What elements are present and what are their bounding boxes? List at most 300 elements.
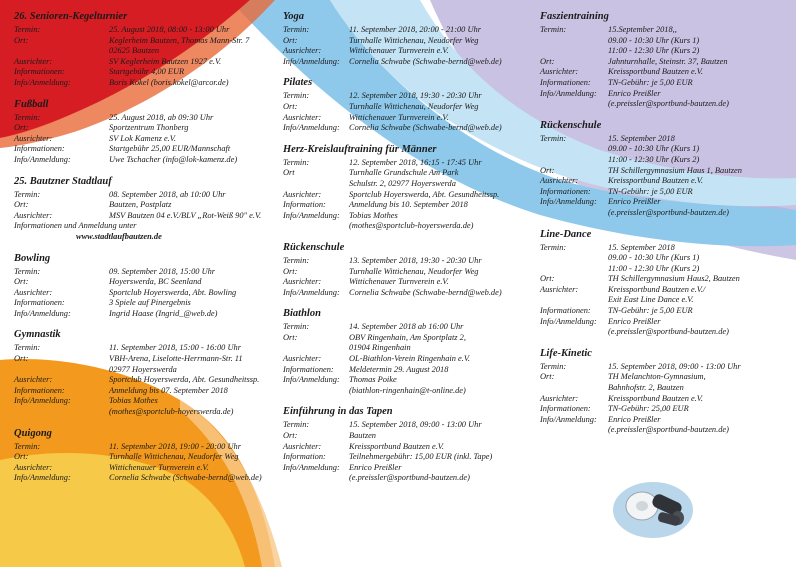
value-line: 11. September 2018, 19:00 - 20:00 Uhr — [109, 441, 241, 451]
value-line: Startgebühr 4,00 EUR — [109, 67, 185, 77]
row-value — [109, 309, 276, 320]
row-value — [349, 25, 533, 36]
event-row — [540, 25, 790, 57]
event-row — [540, 89, 790, 110]
event-title: Rückenschule — [283, 241, 345, 253]
row-label: Ausrichter: — [14, 133, 53, 143]
row-value — [109, 463, 276, 474]
value-line: 09.00 - 10:30 Uhr (Kurs 1) — [608, 144, 700, 154]
row-label: Info/Anmeldung: — [540, 414, 597, 424]
value-line: TN-Gebühr: je 5,00 EUR — [608, 306, 693, 316]
value-line: Tobias Mothes — [109, 396, 158, 406]
event-row — [540, 166, 790, 177]
row-label: Info/Anmeldung: — [14, 154, 71, 164]
event-row — [283, 333, 533, 354]
row-label: Termin: — [14, 112, 41, 122]
event-row — [283, 46, 533, 57]
value-line: Turnhalle Grundschule Am Park — [349, 168, 459, 178]
row-label: Ort: — [14, 277, 29, 287]
row-value — [608, 415, 790, 436]
row-value — [349, 354, 533, 365]
row-value — [109, 190, 276, 201]
event-herz-kreislauftraining-f-r-m-nner — [283, 143, 533, 232]
event-row — [14, 211, 276, 222]
event-row — [540, 243, 790, 275]
event-row — [14, 288, 276, 299]
value-line: Meldetermin 29. August 2018 — [349, 364, 449, 374]
value-line: Cornelia Schwabe (Schwabe-bernd@web.de) — [349, 56, 502, 66]
value-line: OL-Biathlon-Verein Ringenhain e.V. — [349, 354, 470, 364]
value-line: (mothes@sportclub-hoyerswerda.de) — [349, 221, 474, 231]
row-label: Ausrichter: — [14, 210, 53, 220]
value-line: Bautzen — [349, 431, 376, 441]
value-line: (e.preissler@sportbund-bautzen.de) — [608, 425, 729, 435]
row-label: Info/Anmeldung: — [283, 287, 340, 297]
event-row — [14, 386, 276, 397]
value-line: Anmeldung bis 07. September 2018 — [109, 385, 228, 395]
row-label: Ort: — [14, 123, 29, 133]
event-title: Bowling — [14, 252, 51, 264]
event-row — [540, 404, 790, 415]
value-line: 11. September 2018, 15:00 - 16:00 Uhr — [109, 343, 241, 353]
event-row — [283, 452, 533, 463]
value-line: Turnhalle Wittichenau, Neudorfer Weg — [349, 266, 479, 276]
value-line: 15. September 2018 — [608, 133, 675, 143]
row-value — [349, 365, 533, 376]
row-value — [349, 256, 533, 267]
row-value — [349, 322, 533, 333]
value-line: Anmeldung bis 10. September 2018 — [349, 200, 468, 210]
event-row — [283, 463, 533, 484]
event-note: Informationen und Anmeldung unter — [14, 221, 137, 231]
row-value — [608, 306, 790, 317]
column-middle — [283, 10, 533, 493]
event-row — [14, 200, 276, 211]
event-row — [14, 123, 276, 134]
value-line: Hoyerswerda, BC Seenland — [109, 277, 202, 287]
event-row — [14, 78, 276, 89]
row-value — [109, 288, 276, 299]
event-row — [540, 394, 790, 405]
row-value — [109, 354, 276, 375]
row-value — [349, 442, 533, 453]
event-row — [283, 102, 533, 113]
row-label: Ausrichter: — [540, 176, 579, 186]
row-value — [349, 211, 533, 232]
row-label: Ausrichter: — [283, 112, 322, 122]
value-line: Wittichenauer Turnverein e.V. — [349, 112, 449, 122]
value-line: Cornelia Schwabe (Schwabe-bernd@web.de) — [109, 473, 262, 483]
value-line: 12. September 2018, 16:15 - 17:45 Uhr — [349, 157, 482, 167]
row-value — [608, 187, 790, 198]
row-value — [109, 113, 276, 124]
value-line: 15.September 2018,, — [608, 25, 677, 34]
row-value — [109, 67, 276, 78]
row-label: Ausrichter: — [283, 277, 322, 287]
event-row — [540, 197, 790, 218]
event-row — [283, 420, 533, 431]
event-title: Gymnastik — [14, 329, 61, 341]
row-label: Info/Anmeldung: — [14, 396, 71, 406]
row-label: Termin: — [283, 255, 310, 265]
value-line: Turnhalle Wittichenau, Neudorfer Weg — [349, 35, 479, 45]
row-label: Info/Anmeldung: — [540, 197, 597, 207]
value-line: Kreissportbund Bautzen e.V. — [349, 441, 444, 451]
value-line: Kreissportbund Bautzen e.V. — [608, 176, 703, 186]
row-label: Ausrichter: — [283, 189, 322, 199]
event-row — [283, 158, 533, 169]
event-row — [540, 176, 790, 187]
row-value — [349, 333, 533, 354]
row-value — [109, 298, 276, 309]
event-row — [14, 57, 276, 68]
event-life-kinetic — [540, 347, 790, 436]
row-label: Informationen: — [540, 77, 591, 87]
row-value — [349, 123, 533, 134]
row-label: Informationen: — [14, 144, 65, 154]
row-value — [109, 442, 276, 453]
event-row — [540, 415, 790, 436]
value-line: 3 Spiele auf Pinergebnis — [109, 298, 191, 308]
value-line: 25. August 2018, 08:00 - 13:00 Uhr — [109, 25, 230, 34]
row-value — [349, 102, 533, 113]
value-line: VBH-Arena, Liselotte-Herrmann-Str. 11 — [109, 354, 243, 364]
event-row — [283, 322, 533, 333]
value-line: 02977 Hoyerswerda — [109, 364, 177, 374]
row-label: Info/Anmeldung: — [283, 375, 340, 385]
event-row — [283, 200, 533, 211]
value-line: Kreissportbund Bautzen e.V./ — [608, 284, 706, 294]
event-title: Fußball — [14, 98, 49, 110]
row-value — [349, 46, 533, 57]
row-label: Ausrichter: — [540, 284, 579, 294]
event-title: 26. Senioren-Kegelturnier — [14, 11, 128, 22]
value-line: (mothes@sportclub-hoyerswerda.de) — [109, 407, 234, 417]
event-row — [14, 343, 276, 354]
event-title: Yoga — [283, 11, 304, 22]
row-label: Info/Anmeldung: — [14, 473, 71, 483]
value-line: Sportclub Hoyerswerda, Abt. Bowling — [109, 287, 237, 297]
value-line: (e.preissler@sportbund-bautzen.de) — [349, 473, 470, 483]
row-value — [608, 89, 790, 110]
event-row — [14, 25, 276, 36]
value-line: Cornelia Schwabe (Schwabe-bernd@web.de) — [349, 287, 502, 297]
row-value — [608, 197, 790, 218]
row-value — [349, 431, 533, 442]
value-line: Sportzentrum Thonberg — [109, 123, 189, 133]
row-label: Informationen: — [283, 364, 334, 374]
value-line: (e.preissler@sportbund-bautzen.de) — [608, 327, 729, 337]
value-line: Bahnhofstr. 2, Bautzen — [608, 383, 684, 393]
value-line: Tobias Mothes — [349, 210, 398, 220]
event-row — [283, 256, 533, 267]
row-value — [608, 372, 790, 393]
row-label: Informationen: — [540, 306, 591, 316]
value-line: Schulstr. 2, 02977 Hoyerswerda — [349, 178, 456, 188]
event-row — [540, 362, 790, 373]
row-value — [109, 277, 276, 288]
row-value — [109, 200, 276, 211]
event-row — [283, 431, 533, 442]
value-line: SV Keglerheim Bautzen 1927 e.V. — [109, 56, 222, 66]
event-row — [14, 113, 276, 124]
event-row — [540, 285, 790, 306]
value-line: TH Melanchton-Gymnasium, — [608, 372, 706, 382]
row-value — [109, 25, 276, 36]
row-label: Termin: — [540, 25, 567, 34]
row-value — [349, 168, 533, 189]
event-row — [283, 354, 533, 365]
value-line: 11:00 - 12:30 Uhr (Kurs 2) — [608, 154, 700, 164]
event-row — [540, 78, 790, 89]
event-row — [540, 57, 790, 68]
row-label: Termin: — [14, 441, 41, 451]
row-value — [109, 134, 276, 145]
event-title: Life-Kinetic — [540, 347, 592, 359]
row-value — [109, 57, 276, 68]
value-line: Enrico Preißler — [608, 316, 661, 326]
event-yoga — [283, 10, 533, 67]
value-line: Keglerheim Bautzen, Thomas Mann-Str. 7 — [109, 35, 250, 45]
event-row — [540, 372, 790, 393]
row-label: Ort: — [283, 431, 298, 441]
event-25-bautzner-stadtlauf — [14, 175, 276, 243]
event-row — [540, 306, 790, 317]
row-label: Ausrichter: — [14, 287, 53, 297]
event-row — [540, 134, 790, 166]
event-row — [283, 168, 533, 189]
row-value — [349, 190, 533, 201]
event-row — [14, 473, 276, 484]
row-value — [109, 123, 276, 134]
row-value — [608, 134, 790, 166]
event-row — [14, 463, 276, 474]
event-26-senioren-kegelturnier — [14, 10, 276, 89]
row-label: Ausrichter: — [540, 67, 579, 77]
event-title: Herz-Kreislauftraining für Männer — [283, 143, 437, 155]
event-row — [283, 113, 533, 124]
row-label: Ausrichter: — [540, 393, 579, 403]
event-row — [14, 354, 276, 375]
value-line: 15. September 2018 — [608, 242, 675, 252]
event-title: Quigong — [14, 427, 52, 439]
event-row — [540, 67, 790, 78]
event-title: 25. Bautzner Stadtlauf — [14, 175, 112, 187]
event-row — [14, 375, 276, 386]
row-label: Info/Anmeldung: — [283, 462, 340, 472]
event-row — [14, 134, 276, 145]
value-line: 08. September 2018, ab 10:00 Uhr — [109, 189, 226, 199]
row-label: Termin: — [14, 343, 41, 353]
row-value — [349, 420, 533, 431]
row-value — [109, 396, 276, 417]
row-label: Termin: — [283, 322, 310, 332]
event-row — [283, 36, 533, 47]
value-line: TH Schillergymnasium Haus2, Bautzen — [608, 274, 740, 284]
event-row — [14, 36, 276, 57]
value-line: Bautzen, Postplatz — [109, 200, 172, 210]
row-label: Ausrichter: — [14, 56, 53, 66]
row-label: Termin: — [283, 420, 310, 430]
row-label: Ort: — [283, 332, 298, 342]
value-line: 14. September 2018 ab 16:00 Uhr — [349, 322, 464, 332]
column-right — [540, 10, 790, 445]
value-line: 25. August 2018, ab 09:30 Uhr — [109, 112, 214, 122]
event-einf-hrung-in-das-tapen — [283, 405, 533, 484]
event-row — [283, 190, 533, 201]
row-label: Termin: — [14, 266, 41, 276]
row-value — [109, 267, 276, 278]
event-title: Biathlon — [283, 308, 321, 320]
event-row — [283, 375, 533, 396]
value-line: Enrico Preißler — [608, 88, 661, 98]
row-label: Ort: — [14, 354, 29, 364]
event-row — [14, 396, 276, 417]
row-label: Ort: — [540, 372, 555, 382]
row-value — [349, 277, 533, 288]
row-value — [109, 452, 276, 463]
value-line: Turnhalle Wittichenau, Neudorfer Weg — [109, 452, 239, 462]
row-label: Ausrichter: — [283, 441, 322, 451]
row-value — [349, 267, 533, 278]
row-label: Info/Anmeldung: — [283, 123, 340, 133]
value-line: Kreissportbund Bautzen e.V. — [608, 67, 703, 77]
row-value — [109, 36, 276, 57]
event-title: Faszientraining — [540, 11, 609, 22]
row-label: Termin: — [283, 25, 310, 34]
row-label: Ausrichter: — [14, 462, 53, 472]
value-line: Enrico Preißler — [608, 414, 661, 424]
event-row — [14, 277, 276, 288]
value-line: Thomas Poike — [349, 375, 397, 385]
tape-rolls-photo — [612, 470, 694, 540]
row-label: Info/Anmeldung: — [283, 210, 340, 220]
row-label: Ort: — [14, 200, 29, 210]
event-row — [14, 309, 276, 320]
event-line-dance — [540, 228, 790, 338]
value-line: Kreissportbund Bautzen e.V. — [608, 393, 703, 403]
event-row — [283, 57, 533, 68]
row-label: Informationen: — [14, 298, 65, 308]
value-line: (biathlon-ringenhain@t-online.de) — [349, 385, 466, 395]
row-value — [608, 274, 790, 285]
row-label: Information: — [283, 200, 326, 210]
event-row — [14, 452, 276, 463]
value-line: TN-Gebühr: 25,00 EUR — [608, 404, 689, 414]
event-r-ckenschule — [283, 241, 533, 298]
event-row — [14, 442, 276, 453]
event-row — [540, 274, 790, 285]
row-label: Ort: — [283, 266, 298, 276]
event-row — [540, 317, 790, 338]
event-quigong — [14, 427, 276, 484]
value-line: Startgebühr 25,00 EUR/Mannschaft — [109, 144, 231, 154]
row-value — [109, 375, 276, 386]
row-label: Info/Anmeldung: — [540, 88, 597, 98]
value-line: MSV Bautzen 04 e.V./BLV „Rot-Weiß 90" e.V. — [109, 210, 262, 220]
row-label: Informationen: — [540, 186, 591, 196]
value-line: 02625 Bautzen — [109, 46, 160, 56]
row-value — [349, 375, 533, 396]
value-line: TH Schillergymnasium Haus 1, Bautzen — [608, 165, 742, 175]
event-biathlon — [283, 307, 533, 396]
event-row — [283, 442, 533, 453]
event-link[interactable]: www.stadtlaufbautzen.de — [76, 231, 162, 241]
value-line: 13. September 2018, 19:30 - 20:30 Uhr — [349, 255, 482, 265]
row-label: Ausrichter: — [283, 354, 322, 364]
value-line: Enrico Preißler — [608, 197, 661, 207]
event-row — [540, 187, 790, 198]
row-value — [608, 404, 790, 415]
column-left — [14, 10, 276, 493]
row-label: Ort: — [540, 165, 555, 175]
row-label: Informationen: — [14, 385, 65, 395]
value-line: 09. September 2018, 15:00 Uhr — [109, 266, 216, 276]
row-value — [109, 211, 276, 222]
value-line: 11:00 - 12:30 Uhr (Kurs 2) — [608, 263, 700, 273]
row-value — [349, 113, 533, 124]
row-value — [349, 288, 533, 299]
value-line: Sportclub Hoyerswerda, Abt. Gesundheitssp. — [109, 375, 260, 385]
row-value — [608, 362, 790, 373]
event-row — [283, 277, 533, 288]
row-label: Termin: — [14, 189, 41, 199]
value-line: Jahnturnhalle, Steinstr. 37, Bautzen — [608, 56, 728, 66]
event-row — [283, 123, 533, 134]
value-line: Cornelia Schwabe (Schwabe-bernd@web.de) — [349, 123, 502, 133]
row-label: Info/Anmeldung: — [14, 308, 71, 318]
row-value — [349, 463, 533, 484]
event-title: Line-Dance — [540, 228, 592, 240]
row-value — [109, 473, 276, 484]
row-value — [608, 317, 790, 338]
row-value — [608, 176, 790, 187]
row-value — [608, 166, 790, 177]
row-value — [109, 155, 276, 166]
value-line: OBV Ringenhain, Am Sportplatz 2, — [349, 332, 466, 342]
row-value — [349, 200, 533, 211]
row-label: Ort: — [540, 56, 555, 66]
event-pilates — [283, 76, 533, 133]
event-row — [14, 155, 276, 166]
value-line: 09.00 - 10:30 Uhr (Kurs 1) — [608, 35, 700, 45]
value-line: 01904 Ringenhain — [349, 343, 411, 353]
row-value — [349, 452, 533, 463]
value-line: Wittichenauer Turnverein e.V. — [109, 462, 209, 472]
event-row — [14, 67, 276, 78]
row-value — [349, 158, 533, 169]
value-line: SV Lok Kamenz e.V. — [109, 133, 176, 143]
value-line: 15. September 2018, 09:00 - 13:00 Uhr — [608, 361, 741, 371]
row-value — [608, 25, 790, 57]
event-row — [14, 144, 276, 155]
value-line: TN-Gebühr: je 5,00 EUR — [608, 77, 693, 87]
event-title: Pilates — [283, 77, 313, 89]
row-label: Ort: — [540, 274, 555, 284]
row-value — [109, 343, 276, 354]
value-line: 11:00 - 12:30 Uhr (Kurs 2) — [608, 46, 700, 56]
value-line: 12. September 2018, 19:30 - 20:30 Uhr — [349, 91, 482, 101]
row-label: Ort: — [14, 35, 29, 45]
row-value — [608, 243, 790, 275]
event-row — [283, 211, 533, 232]
row-label: Termin: — [540, 242, 567, 252]
value-line: Ingrid Haase (Ingrid_@web.de) — [109, 308, 218, 318]
row-value — [109, 144, 276, 155]
row-label: Termin: — [283, 91, 310, 101]
event-title: Rückenschule — [540, 119, 602, 131]
event-row — [283, 267, 533, 278]
